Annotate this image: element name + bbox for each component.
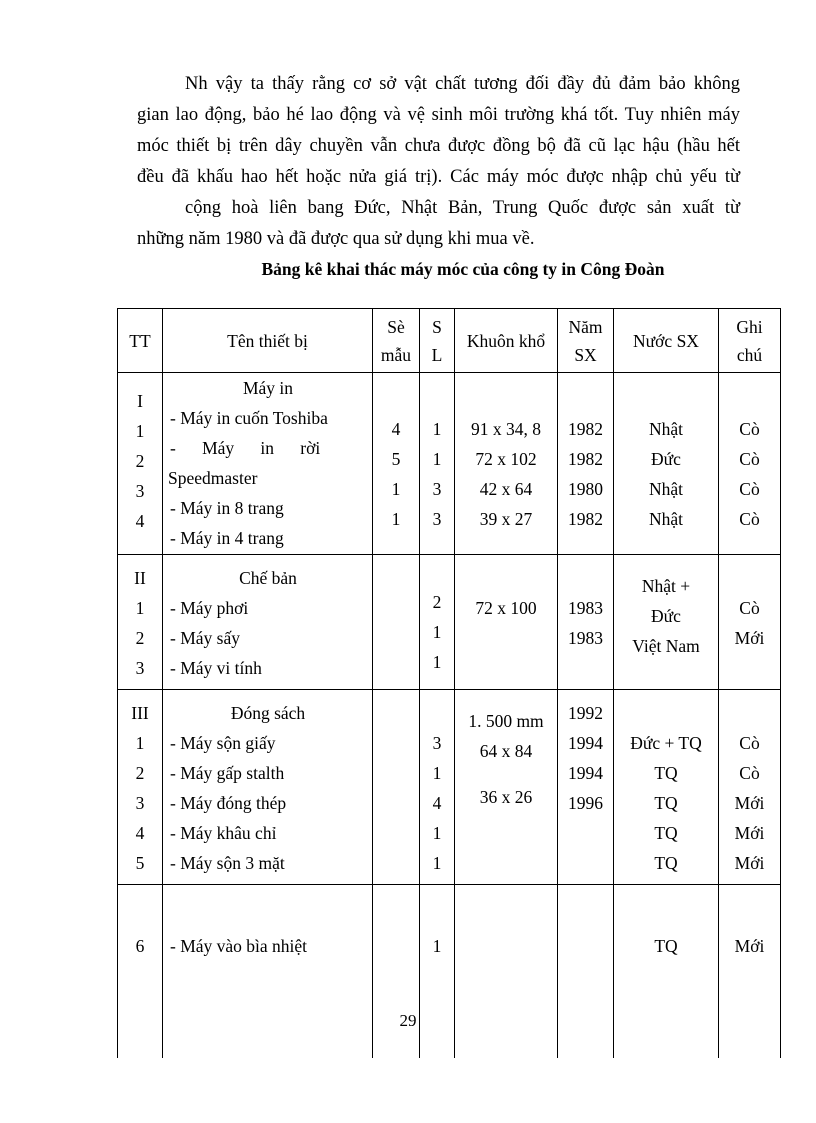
group-tt-cell: III 1 2 3 4 5 <box>118 690 163 885</box>
qty-cell: 1 <box>420 885 455 1059</box>
header-note: Ghi chú <box>719 309 781 373</box>
qty-cell: 3 1 4 1 1 <box>420 690 455 885</box>
intro-line: cộng hoà liên bang Đức, Nhật Bản, Trung Quốc được sản xuất từ <box>185 198 740 218</box>
header-format: Khuôn khổ <box>455 309 558 373</box>
group-tt-cell: I 1 2 3 4 <box>118 373 163 555</box>
format-cell: 91 x 34, 8 72 x 102 42 x 64 39 x 27 <box>455 373 558 555</box>
country-cell: Đức + TQ TQ TQ TQ TQ <box>614 690 719 885</box>
item-name: - Máy in 4 trang <box>170 528 284 548</box>
country-cell: TQ <box>614 885 719 1059</box>
group-name-cell <box>163 885 373 1059</box>
qty-cell: 2 1 1 <box>420 555 455 690</box>
note-cell: Mới <box>719 885 781 1059</box>
table-caption: Bảng kê khai thác máy móc của công ty in Công Đoàn <box>261 259 665 279</box>
group-title: Đóng sách <box>230 703 306 723</box>
table-row <box>118 555 781 690</box>
group-name-cell <box>163 690 373 885</box>
intro-line: đều đã khấu hao hết hoặc nửa giá trị). Các máy móc được nhập chủ yếu từ <box>137 167 740 187</box>
group-tt-cell: II 1 2 3 <box>118 555 163 690</box>
note-cell: Cò Cò Cò Cò <box>719 373 781 555</box>
item-name: - Máy vào bìa nhiệt <box>170 936 308 956</box>
table-row <box>118 885 781 1059</box>
model-cell <box>373 885 420 1059</box>
page-number: 29 <box>399 1011 417 1030</box>
equipment-table <box>117 308 781 1058</box>
country-cell: Nhật Đức Nhật Nhật <box>614 373 719 555</box>
header-year: Năm SX <box>558 309 614 373</box>
header-model: Sè mẫu <box>373 309 420 373</box>
item-name: - Máy in rời <box>170 438 321 458</box>
model-cell <box>373 690 420 885</box>
item-name: - Máy vi tính <box>170 658 262 678</box>
group-name-cell <box>163 555 373 690</box>
table-header-row <box>118 309 781 373</box>
item-name: Speedmaster <box>168 468 258 488</box>
header-country: Nước SX <box>614 309 719 373</box>
item-name: - Máy đóng thép <box>170 793 287 813</box>
format-cell <box>455 885 558 1059</box>
group-title: Máy in <box>242 378 294 398</box>
format-cell: 72 x 100 <box>455 555 558 690</box>
item-name: - Máy in 8 trang <box>170 498 284 518</box>
header-name: Tên thiết bị <box>163 309 373 373</box>
table-row <box>118 690 781 885</box>
intro-line: móc thiết bị trên dây chuyền vẫn chưa được đồng bộ đã cũ lạc hậu (hầu hết <box>137 136 740 156</box>
group-title: Chế bản <box>239 568 297 588</box>
item-name: - Máy gấp stalth <box>170 763 285 783</box>
note-cell: Cò Cò Mới Mới Mới <box>719 690 781 885</box>
year-cell: 1982 1982 1980 1982 <box>558 373 614 555</box>
intro-line: gian lao động, bảo hé lao động và vệ sinh môi trường khá tốt. Tuy nhiên máy <box>137 105 740 125</box>
note-cell: Cò Mới <box>719 555 781 690</box>
item-name: - Máy sộn giấy <box>170 733 276 753</box>
country-cell: Nhật + Đức Việt Nam <box>614 555 719 690</box>
item-name: - Máy phơi <box>170 598 249 618</box>
intro-line: Nh vậy ta thấy rằng cơ sở vật chất tương đối đầy đủ đảm bảo không <box>185 74 740 94</box>
model-cell <box>373 555 420 690</box>
group-name-cell <box>163 373 373 555</box>
intro-paragraph <box>137 69 740 255</box>
group-tt-cell: 6 <box>118 885 163 1059</box>
year-cell: 1983 1983 <box>558 555 614 690</box>
header-tt: TT <box>118 309 163 373</box>
intro-line: những năm 1980 và đã được qua sử dụng khi mua về. <box>137 229 535 249</box>
item-name: - Máy sấy <box>170 628 240 648</box>
item-name: - Máy khâu chỉ <box>170 823 277 843</box>
year-cell <box>558 885 614 1059</box>
qty-cell: 1 1 3 3 <box>420 373 455 555</box>
model-cell: 4 5 1 1 <box>373 373 420 555</box>
item-name: - Máy in cuốn Toshiba <box>170 408 328 428</box>
year-cell: 1992 1994 1994 1996 <box>558 690 614 885</box>
header-qty: S L <box>420 309 455 373</box>
table-row <box>118 373 781 555</box>
item-name: - Máy sộn 3 mặt <box>170 853 285 873</box>
format-cell: 1. 500 mm 64 x 84 36 x 26 <box>455 690 558 885</box>
